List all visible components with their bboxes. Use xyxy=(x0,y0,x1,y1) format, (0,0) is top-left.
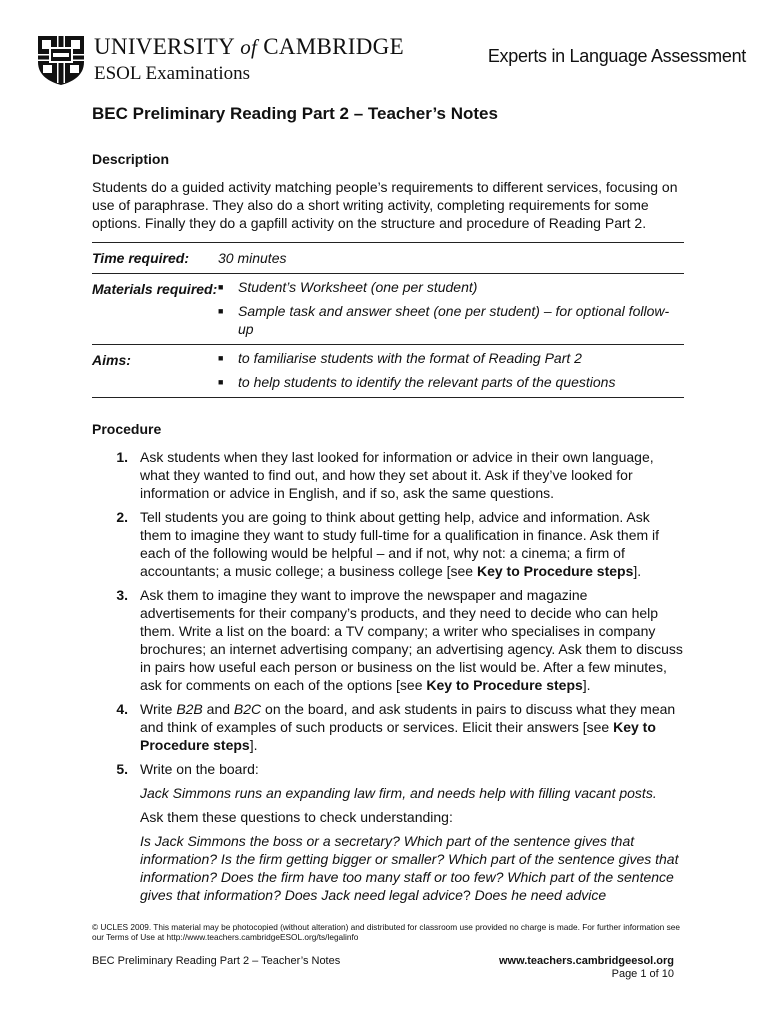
university-crest-logo xyxy=(36,34,86,86)
step-number: 3. xyxy=(116,587,128,603)
materials-label: Materials required: xyxy=(92,281,218,297)
esol-examinations: ESOL Examinations xyxy=(94,63,251,84)
procedure-heading: Procedure xyxy=(92,421,162,437)
page-header xyxy=(36,30,746,90)
time-value: 30 minutes xyxy=(218,250,287,266)
bullet-icon: ■ xyxy=(218,282,224,292)
list-item: ■ Sample task and answer sheet (one per student) – for optional follow-up xyxy=(218,303,670,337)
description-heading: Description xyxy=(92,151,170,167)
board-sentence: Jack Simmons runs an expanding law firm, and needs help with filling vacant posts. xyxy=(140,785,657,801)
aims-label: Aims: xyxy=(92,352,131,368)
key-reference: Key to Procedure steps xyxy=(140,719,656,753)
key-reference: Key to Procedure steps xyxy=(476,563,634,579)
aims-row xyxy=(92,345,684,398)
check-questions: Is Jack Simmons the boss or a secretary? Which part of the sentence gives that information? Is the firm getting bigger or smaller? Which part of the sentence gives that information? Does the firm have too many staff or too few? Which part of the sentence gives that information? Does Jack need legal advice? Does he need advice xyxy=(140,833,679,903)
list-item: ■ to help students to identify the relevant parts of the questions xyxy=(218,374,616,390)
university-name: UNIVERSITY of CAMBRIDGE xyxy=(94,34,404,59)
procedure-step: 5. Write on the board: Jack Simmons runs an expanding law firm, and needs help with filling vacant posts. Ask them these questions to check understanding: Is Jack Simmons the boss or a secretary? Which part of the sentence gives that information? Is the firm getting bigger or smaller? Which part of the sentence gives that information? Does the firm have too many staff or too few? Which part of the sentence gives that information? Does Jack need legal advice? Does he need advice xyxy=(92,760,684,904)
description-text: Students do a guided activity matching people’s requirements to different services, focusing on use of paraphrase. They also do a short writing activity, completing requirements for some options. Finally they do a gapfill activity on the structure and procedure of Reading Part 2. xyxy=(92,179,678,231)
procedure-step: 2. Tell students you are going to think about getting help, advice and information. Ask them to imagine they want to study full-time for a qualification in finance. Ask them if each of the following would be helpful – and if not, why not: a cinema; a firm of accountants; a music college; a business college [see Key to Procedure steps]. xyxy=(92,508,684,580)
footer-url-link[interactable]: www.teachers.cambridgeesol.org xyxy=(498,955,674,967)
tagline: Experts in Language Assessment xyxy=(487,46,746,66)
step-number: 1. xyxy=(116,449,128,465)
bullet-icon: ■ xyxy=(218,377,224,387)
document-body xyxy=(92,150,684,910)
time-label: Time required: xyxy=(92,250,189,266)
list-item: ■ to familiarise students with the format of Reading Part 2 xyxy=(218,350,582,366)
procedure-steps xyxy=(92,448,684,904)
bullet-icon: ■ xyxy=(218,353,224,363)
bullet-icon: ■ xyxy=(218,306,224,316)
step-number: 4. xyxy=(116,701,128,717)
footer-title: BEC Preliminary Reading Part 2 – Teacher’s Notes xyxy=(92,955,341,967)
step-number: 5. xyxy=(116,761,128,777)
step-number: 2. xyxy=(116,509,128,525)
procedure-step: 3. Ask them to imagine they want to improve the newspaper and magazine advertisements for their company’s products, and they need to decide who can help them. Write a list on the board: a TV company; a writer who specialises in company brochures; an internet advertising company; an advertising agency. Ask them to discuss in pairs how useful each person or business on the list would be. After a few minutes, ask for comments on each of the options [see Key to Procedure steps]. xyxy=(92,586,684,694)
copyright-notice: © UCLES 2009. This material may be photocopied (without alteration) and distributed for classroom use provided no charge is made. For further information see our Terms of Use at http://www.teachers.cambridgeESOL.org/ts/legalinfo xyxy=(92,922,680,942)
time-row xyxy=(92,243,684,274)
key-reference: Key to Procedure steps xyxy=(426,677,583,693)
list-item: ■ Student’s Worksheet (one per student) xyxy=(218,279,478,295)
procedure-step: 1. Ask students when they last looked for information or advice in their own language, what they wanted to find out, and how they set about it. Ask if they’ve looked for information or advice in English, and if so, ask the same questions. xyxy=(92,448,684,502)
materials-row xyxy=(92,274,684,345)
info-table xyxy=(92,242,684,398)
page-title: BEC Preliminary Reading Part 2 – Teacher’s Notes xyxy=(92,104,498,123)
procedure-step: 4. Write B2B and B2C on the board, and ask students in pairs to discuss what they mean and think of examples of such products or services. Elicit their answers [see Key to Procedure steps]. xyxy=(92,700,684,754)
page-number: Page 1 of 10 xyxy=(611,968,674,980)
